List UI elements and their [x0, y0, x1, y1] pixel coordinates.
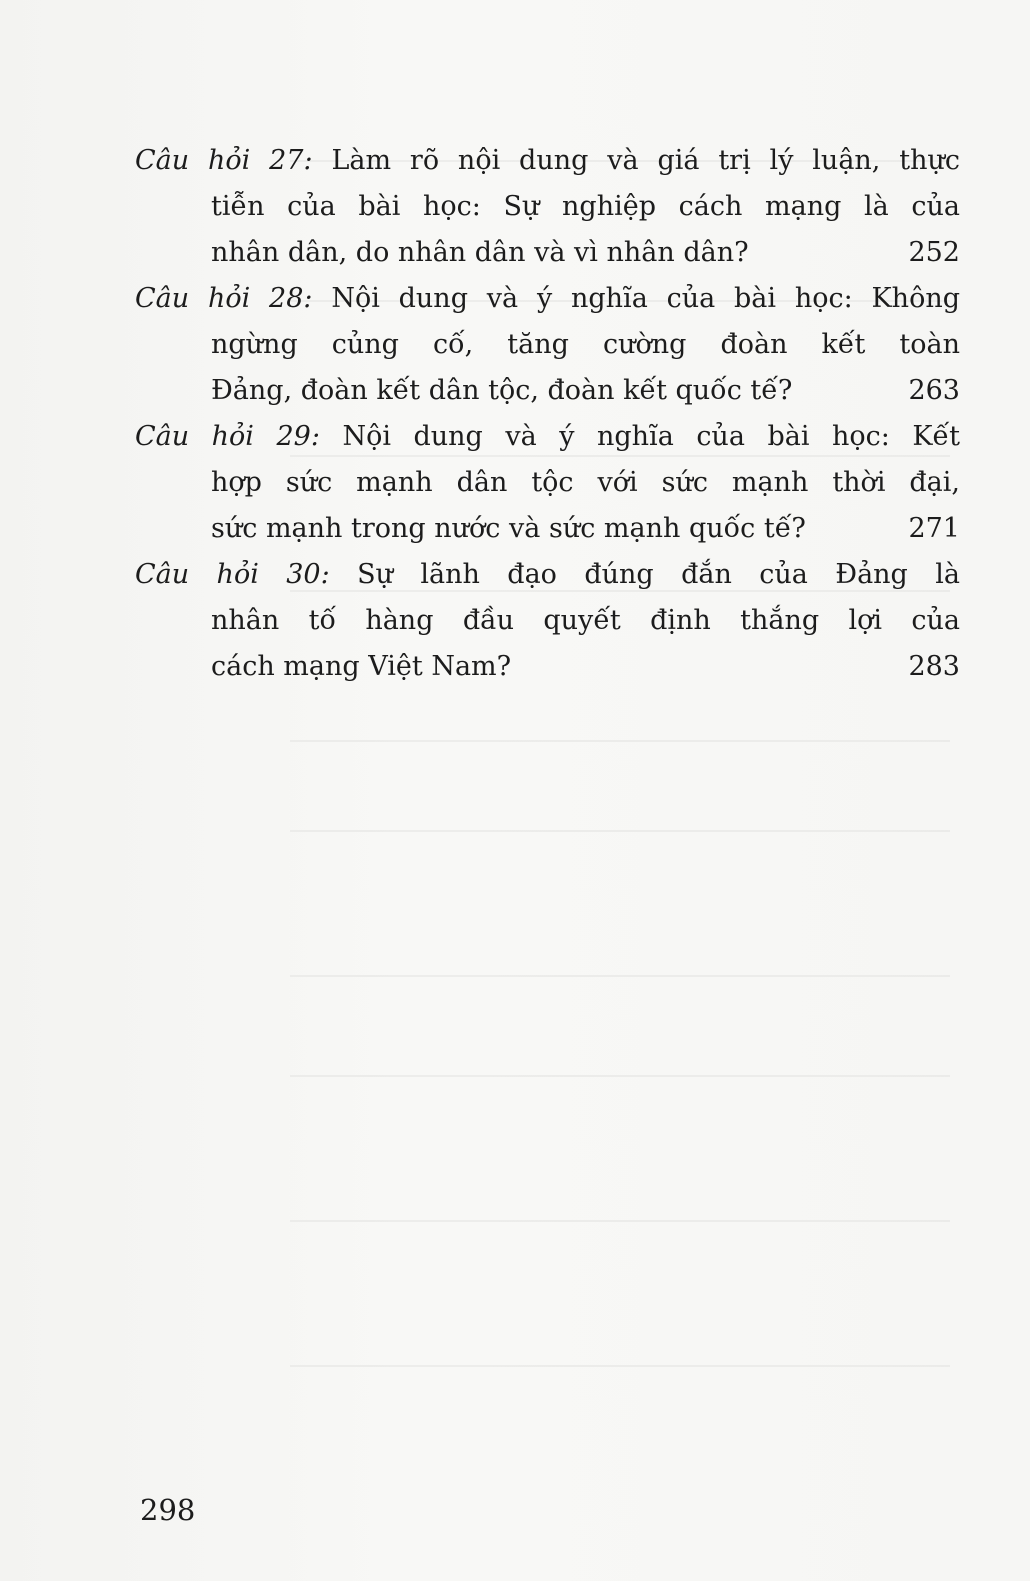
entry-text: nhân dân, do nhân dân và vì nhân dân?: [211, 237, 749, 268]
toc-line: [135, 276, 960, 322]
toc-line: [135, 184, 960, 230]
toc-line: [135, 644, 960, 690]
entry-text: hợp sức mạnh dân tộc với sức mạnh thời đại,: [211, 467, 960, 498]
entry-text: Làm rõ nội dung và giá trị lý luận, thực: [331, 145, 960, 176]
toc-line: [135, 230, 960, 276]
entry-text: tiễn của bài học: Sự nghiệp cách mạng là của: [211, 191, 960, 222]
entry-text: nhân tố hàng đầu quyết định thắng lợi của: [211, 605, 960, 636]
entry-text: Sự lãnh đạo đúng đắn của Đảng là: [357, 559, 960, 590]
page-number: 252: [908, 237, 960, 268]
page-number: 283: [908, 651, 960, 682]
page-number: 263: [908, 375, 960, 406]
entry-text: Nội dung và ý nghĩa của bài học: Không: [331, 283, 960, 314]
entry-text: ngừng củng cố, tăng cường đoàn kết toàn: [211, 329, 960, 360]
toc-line: [135, 138, 960, 184]
entry-text: sức mạnh trong nước và sức mạnh quốc tế?: [211, 513, 806, 544]
toc-line: [135, 506, 960, 552]
question-label: Câu hỏi 30:: [135, 559, 330, 590]
toc-line: [135, 552, 960, 598]
page-folio: 298: [140, 1493, 196, 1527]
toc-entry-30[interactable]: [135, 552, 960, 690]
toc-entry-27[interactable]: [135, 138, 960, 276]
question-label: Câu hỏi 29:: [135, 421, 320, 452]
toc-entry-29[interactable]: [135, 414, 960, 552]
toc-line: [135, 460, 960, 506]
toc-line: [135, 598, 960, 644]
question-label: Câu hỏi 27:: [135, 145, 313, 176]
toc-line: [135, 414, 960, 460]
toc-entry-28[interactable]: [135, 276, 960, 414]
toc-line: [135, 322, 960, 368]
entry-text: Nội dung và ý nghĩa của bài học: Kết: [342, 421, 960, 452]
toc-line: [135, 368, 960, 414]
entry-text: Đảng, đoàn kết dân tộc, đoàn kết quốc tế?: [211, 375, 793, 406]
entry-text: cách mạng Việt Nam?: [211, 651, 512, 682]
question-label: Câu hỏi 28:: [135, 283, 313, 314]
page-number: 271: [908, 513, 960, 544]
